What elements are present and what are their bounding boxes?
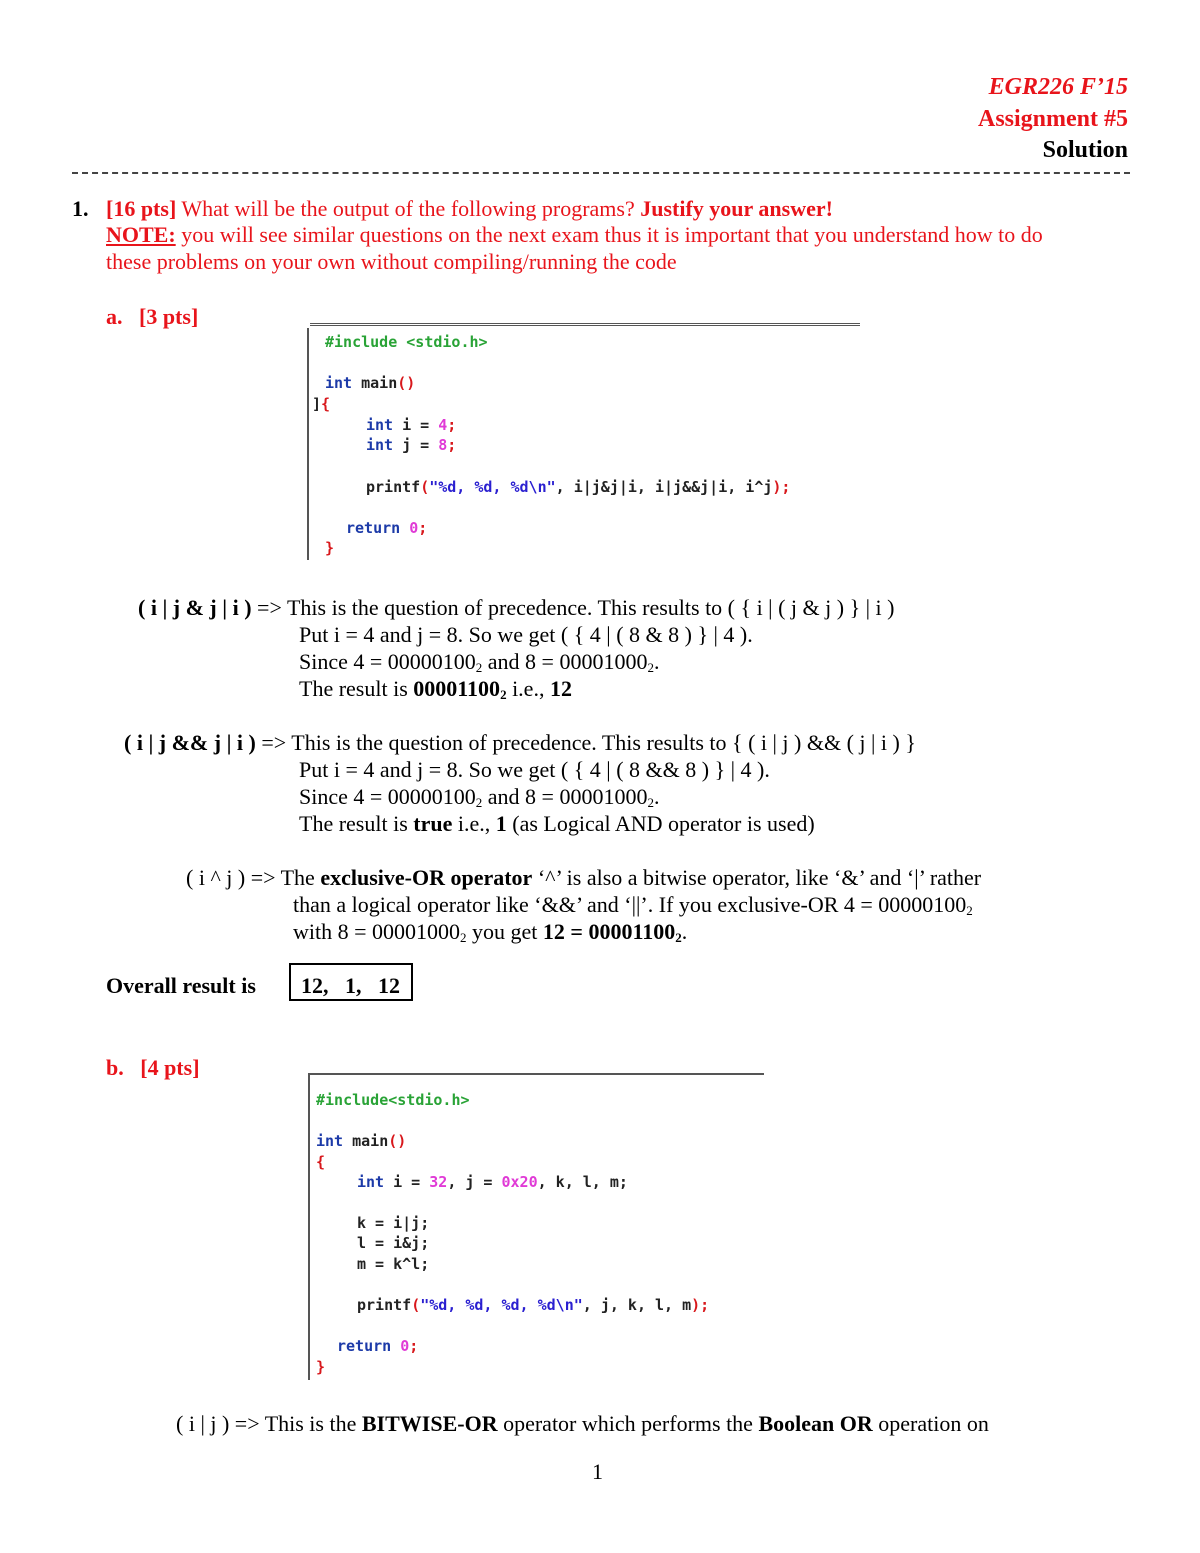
code-a-printf-str: "%d, %d, %d\n" [429,478,556,496]
expl-b1-line1 [176,1411,989,1437]
code-b-return-kw: return [337,1337,392,1355]
code-a-printf-close: ); [772,478,791,496]
code-screenshot-a [307,323,860,560]
code-b-printf-close: ); [691,1296,710,1314]
code-b-return-num: 0 [391,1337,410,1355]
code-b-include: #include<stdio.h> [316,1091,470,1109]
code-b-decl-b: , j = [447,1173,502,1191]
expl-a1-l4-sub: 2 [500,687,507,702]
code-a-j-num: 8 [438,436,448,454]
expl-b1-l1a: => This is the [229,1411,362,1436]
code-a-fold-marker: ] [312,395,322,413]
code-b-return [337,1337,418,1355]
code-b-main-name: main [343,1132,389,1150]
code-a-printf-name: printf [366,478,421,496]
part-a-label [106,304,198,330]
course-title: EGR226 F’15 [988,74,1128,100]
expl-a3-l3-val: 12 [542,919,565,944]
code-b-main-par: () [388,1132,407,1150]
code-b-printf [357,1296,709,1314]
code-a-main-name: main [352,374,398,392]
overall-result-value: 12, 1, 12 [301,973,400,998]
part-a-points: [3 pts] [139,304,199,329]
expl-a3-l2-sub: 2 [966,903,973,918]
question-prompt [106,196,833,222]
expl-a1-line3 [299,649,659,676]
code-b-l-line: l = i&j; [357,1234,430,1252]
expl-a3-l3-sub: 2 [460,930,467,945]
expl-a1-l3-sub2: 2 [647,660,654,675]
expl-a1-l4-bin: 00001100 [413,676,501,701]
expl-a3-l2: than a logical operator like ‘&&’ and ‘||’. If you exclusive-OR 4 = 00000100 [293,892,967,917]
expl-a2-l4c: (as Logical AND operator is used) [506,811,815,836]
code-a-line-j [366,436,456,454]
expl-a1-l3-sub1: 2 [475,660,483,675]
code-a-left-border [307,328,309,560]
solution-title: Solution [1042,137,1128,163]
expl-a2-line4 [299,811,815,837]
expl-b1-l1c: operation on [872,1411,989,1436]
expl-a2-l3b: and 8 = 00001000 [482,784,648,809]
expl-a2-line2: Put i = 4 and j = 8. So we get ( { 4 | ( 8 && 8 ) } | 4 ). [299,757,770,782]
code-a-return-num: 0 [400,519,419,537]
overall-result-label: Overall result is [106,973,256,998]
code-a-main-par: () [397,374,416,392]
expl-a2-line3 [299,784,659,811]
code-b-k-line: k = i|j; [357,1214,430,1232]
code-b-decl-c: , k, l, m; [537,1173,628,1191]
code-b-main-kw: int [316,1132,344,1150]
question-justify: Justify your answer! [640,196,833,221]
code-a-i-kw: int [366,416,394,434]
expl-a2-l3a: Since 4 = 00000100 [299,784,476,809]
question-text: What will be the output of the following programs? [176,196,641,221]
part-b-letter: b. [106,1055,124,1080]
question-points: [16 pts] [106,196,177,221]
code-a-close-brace: } [325,539,335,557]
expl-a2-line1 [124,730,916,756]
code-b-m-line: m = k^l; [357,1255,430,1273]
code-b-left-border [308,1073,310,1380]
expl-a1-l4a: The result is [299,676,414,701]
expl-a1-l3c: . [653,649,660,674]
part-a-letter: a. [106,304,123,329]
code-b-printf-args: , j, k, l, m [582,1296,692,1314]
code-screenshot-b [308,1073,764,1380]
expl-a3-l3d: . [681,919,688,944]
expl-a3-line2 [293,892,973,919]
expl-b1-bold2: Boolean OR [758,1411,873,1436]
code-b-close-brace: } [316,1358,326,1376]
code-a-i-num: 4 [438,416,448,434]
expl-a2-l3-sub1: 2 [475,795,483,810]
part-b-label [106,1055,200,1081]
code-b-open-brace: { [316,1153,326,1171]
expl-a3-expr: ( i ^ j ) [186,865,246,890]
code-a-top-border [310,323,860,326]
expl-a2-l3-sub2: 2 [647,795,654,810]
code-b-main [316,1132,406,1150]
code-b-printf-open: ( [411,1296,421,1314]
code-b-decl [357,1173,628,1191]
code-b-decl-n2: 0x20 [501,1173,538,1191]
expl-a1-l3a: Since 4 = 00000100 [299,649,476,674]
expl-b1-bold1: BITWISE-OR [361,1411,498,1436]
expl-a1-line4 [299,676,572,703]
note-line-1 [106,222,1043,248]
expl-a1-l4-val: 12 [549,676,572,701]
code-b-printf-str: "%d, %d, %d, %d\n" [420,1296,583,1314]
code-b-printf-name: printf [357,1296,412,1314]
code-a-open-brace [312,395,330,413]
question-number: 1. [72,196,89,221]
expl-a1-line1 [138,595,894,621]
code-a-printf-args: , i|j&j|i, i|j&&j|i, i^j [555,478,773,496]
expl-a3-line1 [186,865,981,891]
expl-a1-l3b: and 8 = 00001000 [482,649,648,674]
code-a-return-end: ; [418,519,428,537]
code-b-decl-n1: 32 [429,1173,448,1191]
note-line-2: these problems on your own without compiling/running the code [106,249,677,274]
expl-b1-expr: ( i | j ) [176,1411,230,1436]
expl-a2-l3c: . [653,784,660,809]
code-a-j-mid: j = [393,436,439,454]
code-a-j-kw: int [366,436,394,454]
expl-a3-l1b: ‘^’ is also a bitwise operator, like ‘&’ and ‘|’ rather [532,865,982,890]
page-number: 1 [592,1459,603,1484]
expl-a3-l3-bin: 00001100 [588,919,676,944]
expl-a3-line3 [293,919,687,946]
code-a-printf [366,478,790,496]
code-a-i-end: ; [447,416,457,434]
expl-a2-l4-true: true [413,811,453,836]
expl-a3-l3a: with 8 = 00001000 [293,919,461,944]
code-a-brace: { [321,395,331,413]
expl-a3-l1-bold: exclusive-OR operator [320,865,533,890]
expl-a1-expr: ( i | j & j | i ) [138,595,252,620]
expl-a3-l3-sub2: 2 [675,930,682,945]
expl-a1-text: => This is the question of precedence. This results to ( { i | ( j & j ) } | i ) [251,595,895,620]
expl-a3-l3c: = [564,919,589,944]
expl-a2-l4-val: 1 [495,811,507,836]
code-a-printf-open: ( [420,478,430,496]
code-a-include: #include <stdio.h> [325,333,488,351]
note-text: you will see similar questions on the next exam thus it is important that you understand how to do [175,222,1043,247]
expl-a3-l1a: => The [245,865,321,890]
expl-a1-line2: Put i = 4 and j = 8. So we get ( { 4 | ( 8 & 8 ) } | 4 ). [299,622,753,647]
expl-a2-l4a: The result is [299,811,414,836]
part-b-points: [4 pts] [140,1055,200,1080]
code-b-top-border [308,1073,764,1075]
dashed-separator [72,172,1130,174]
expl-b1-l1b: operator which performs the [497,1411,759,1436]
code-a-i-mid: i = [393,416,439,434]
expl-a1-l4b: i.e., [506,676,550,701]
code-a-main-kw: int [325,374,353,392]
expl-a3-l3b: you get [466,919,543,944]
assignment-title: Assignment #5 [977,106,1128,132]
code-a-line-i [366,416,456,434]
code-a-return [346,519,427,537]
code-a-j-end: ; [447,436,457,454]
code-b-return-end: ; [409,1337,419,1355]
code-b-decl-a: i = [384,1173,430,1191]
code-b-decl-kw: int [357,1173,385,1191]
note-label: NOTE: [106,222,176,247]
code-a-return-kw: return [346,519,401,537]
code-a-main [325,374,415,392]
expl-a2-expr: ( i | j && j | i ) [124,730,256,755]
expl-a2-l4b: i.e., [452,811,496,836]
expl-a2-text: => This is the question of precedence. This results to { ( i | j ) && ( j | i ) } [255,730,916,755]
